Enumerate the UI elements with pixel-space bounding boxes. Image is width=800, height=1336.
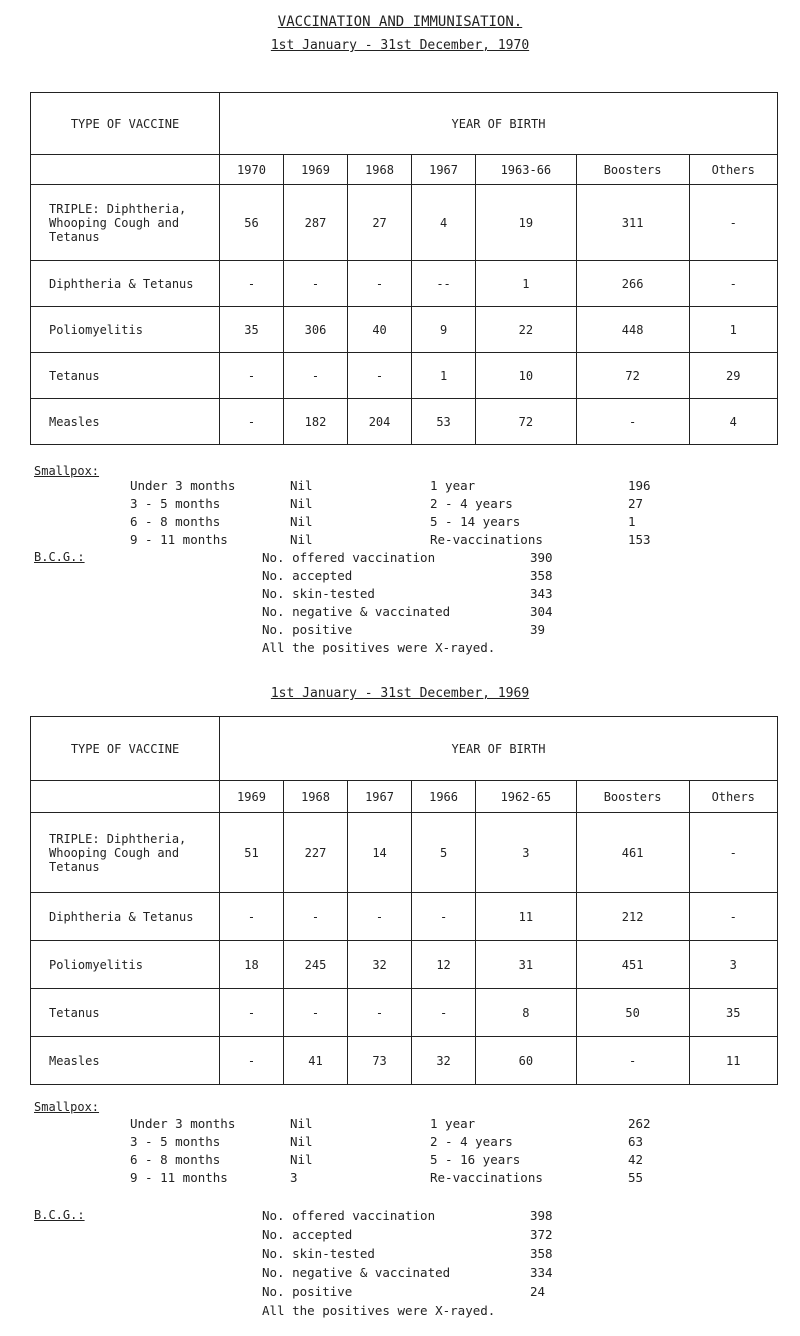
cell: 35 xyxy=(220,307,284,353)
period-1970: 1st January - 31st December, 1970 xyxy=(270,38,530,53)
row-label: Diphtheria & Tetanus xyxy=(31,893,220,941)
cell: 11 xyxy=(689,1037,778,1085)
vaccine-table-1969 xyxy=(30,716,778,1085)
cell: 311 xyxy=(576,185,689,261)
cell: 3 xyxy=(476,813,577,893)
year-header: YEAR OF BIRTH xyxy=(220,717,778,781)
cell: - xyxy=(412,893,476,941)
row-label: Tetanus xyxy=(31,353,220,399)
smallpox-1969: Under 3 months Nil 1 year 262 3 - 5 months Nil 2 - 4 years 63 6 - 8 months Nil 5 - 16 years 42 9 - 11 months 3 Re-vaccinations 55 xyxy=(130,1116,651,1185)
col-header: 1968 xyxy=(348,155,412,185)
row-label: Measles xyxy=(31,399,220,445)
cell: - xyxy=(220,353,284,399)
cell: - xyxy=(220,399,284,445)
cell: - xyxy=(220,989,284,1037)
col-header: 1963-66 xyxy=(476,155,577,185)
row-label: Tetanus xyxy=(31,989,220,1037)
type-header: TYPE OF VACCINE xyxy=(31,93,220,155)
col-header: Boosters xyxy=(576,781,689,813)
cell: - xyxy=(576,1037,689,1085)
cell: 1 xyxy=(412,353,476,399)
cell: 22 xyxy=(476,307,577,353)
cell: 451 xyxy=(576,941,689,989)
page-heading: VACCINATION AND IMMUNISATION. xyxy=(277,14,523,30)
cell: - xyxy=(689,813,778,893)
cell: 29 xyxy=(689,353,778,399)
col-header: Others xyxy=(689,781,778,813)
cell: 56 xyxy=(220,185,284,261)
cell: 11 xyxy=(476,893,577,941)
cell: 1 xyxy=(476,261,577,307)
cell: - xyxy=(689,893,778,941)
cell: 4 xyxy=(412,185,476,261)
cell: 204 xyxy=(348,399,412,445)
col-header: 1970 xyxy=(220,155,284,185)
col-header: 1969 xyxy=(284,155,348,185)
cell: 41 xyxy=(284,1037,348,1085)
cell: 10 xyxy=(476,353,577,399)
cell: -- xyxy=(412,261,476,307)
cell: 287 xyxy=(284,185,348,261)
cell: - xyxy=(348,893,412,941)
smallpox-1970: Under 3 months Nil 1 year 196 3 - 5 months Nil 2 - 4 years 27 6 - 8 months Nil 5 - 14 years 1 9 - 11 months Nil Re-vaccinations 153 xyxy=(130,478,651,547)
cell: - xyxy=(689,185,778,261)
cell: - xyxy=(284,261,348,307)
bcg-label-1969: B.C.G.: xyxy=(34,1208,85,1222)
row-label: Diphtheria & Tetanus xyxy=(31,261,220,307)
cell: 32 xyxy=(348,941,412,989)
cell: 51 xyxy=(220,813,284,893)
cell: - xyxy=(689,261,778,307)
cell: - xyxy=(412,989,476,1037)
cell: 72 xyxy=(476,399,577,445)
cell: 266 xyxy=(576,261,689,307)
type-header: TYPE OF VACCINE xyxy=(31,717,220,781)
cell: 35 xyxy=(689,989,778,1037)
cell: - xyxy=(348,989,412,1037)
bcg-1969: No. offered vaccination 398 No. accepted 372 No. skin-tested 358 No. negative & vaccinated 334 No. positive 24 All the positives were X-rayed. xyxy=(262,1208,553,1318)
cell: 227 xyxy=(284,813,348,893)
col-header: 1969 xyxy=(220,781,284,813)
cell: - xyxy=(576,399,689,445)
cell: 27 xyxy=(348,185,412,261)
year-header: YEAR OF BIRTH xyxy=(220,93,778,155)
cell: 8 xyxy=(476,989,577,1037)
cell: 60 xyxy=(476,1037,577,1085)
col-header: Boosters xyxy=(576,155,689,185)
cell: 72 xyxy=(576,353,689,399)
cell: 12 xyxy=(412,941,476,989)
cell: 182 xyxy=(284,399,348,445)
cell: 306 xyxy=(284,307,348,353)
cell: - xyxy=(348,261,412,307)
row-label: TRIPLE: Diphtheria, Whooping Cough and Tetanus xyxy=(31,185,220,261)
col-header: 1966 xyxy=(412,781,476,813)
cell: 9 xyxy=(412,307,476,353)
period-1969: 1st January - 31st December, 1969 xyxy=(270,686,530,701)
row-label: Poliomyelitis xyxy=(31,307,220,353)
vaccine-table-1970 xyxy=(30,92,778,445)
cell: 245 xyxy=(284,941,348,989)
cell: - xyxy=(220,893,284,941)
col-header: 1968 xyxy=(284,781,348,813)
bcg-1970: No. offered vaccination 390 No. accepted 358 No. skin-tested 343 No. negative & vaccinated 304 No. positive 39 All the positives were X-rayed. xyxy=(262,550,553,655)
col-header: Others xyxy=(689,155,778,185)
smallpox-label-1970: Smallpox: xyxy=(34,464,100,478)
cell: 32 xyxy=(412,1037,476,1085)
cell: 40 xyxy=(348,307,412,353)
cell: 1 xyxy=(689,307,778,353)
col-header: 1962-65 xyxy=(476,781,577,813)
cell: 461 xyxy=(576,813,689,893)
row-label: Measles xyxy=(31,1037,220,1085)
col-header: 1967 xyxy=(412,155,476,185)
cell: 18 xyxy=(220,941,284,989)
cell: 73 xyxy=(348,1037,412,1085)
cell: 212 xyxy=(576,893,689,941)
cell: 14 xyxy=(348,813,412,893)
cell: - xyxy=(284,353,348,399)
cell: - xyxy=(220,261,284,307)
cell: - xyxy=(348,353,412,399)
row-label: Poliomyelitis xyxy=(31,941,220,989)
col-header: 1967 xyxy=(348,781,412,813)
cell: 4 xyxy=(689,399,778,445)
row-label: TRIPLE: Diphtheria, Whooping Cough and Tetanus xyxy=(31,813,220,893)
cell: - xyxy=(284,989,348,1037)
bcg-label-1970: B.C.G.: xyxy=(34,550,85,564)
cell: 50 xyxy=(576,989,689,1037)
cell: - xyxy=(284,893,348,941)
smallpox-label-1969: Smallpox: xyxy=(34,1100,100,1114)
cell: - xyxy=(220,1037,284,1085)
cell: 448 xyxy=(576,307,689,353)
cell: 5 xyxy=(412,813,476,893)
cell: 19 xyxy=(476,185,577,261)
cell: 53 xyxy=(412,399,476,445)
cell: 3 xyxy=(689,941,778,989)
cell: 31 xyxy=(476,941,577,989)
